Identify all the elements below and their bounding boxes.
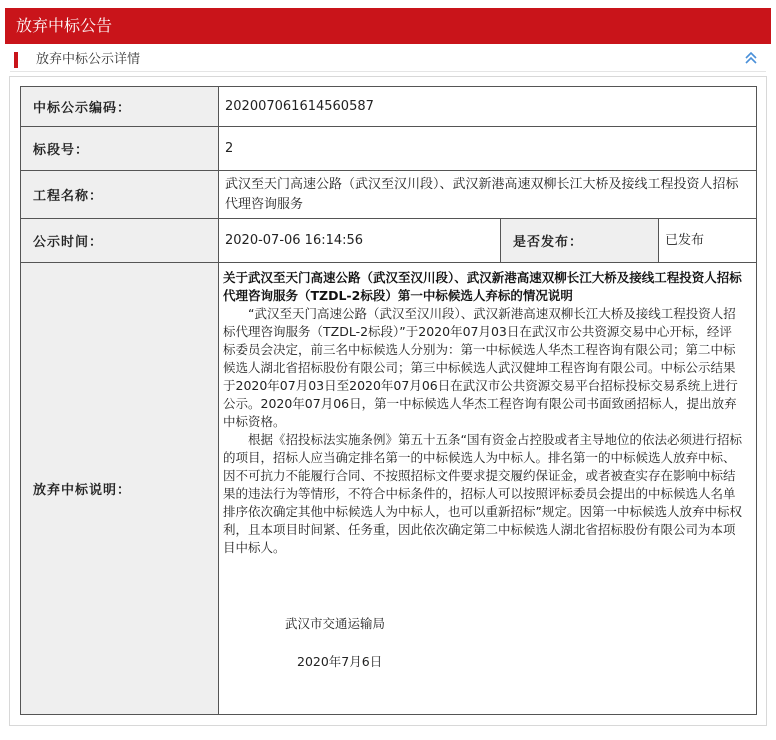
notice-body <box>219 263 756 679</box>
explanation-label: 放弃中标说明： <box>21 263 219 715</box>
explanation-cell <box>219 263 757 715</box>
detail-table <box>20 86 757 715</box>
row-code <box>21 87 757 127</box>
time-label: 公示时间： <box>21 219 219 263</box>
section-accent-bar <box>14 52 18 68</box>
code-label: 中标公示编码： <box>21 87 219 127</box>
row-project <box>21 171 757 219</box>
page-header <box>5 8 771 44</box>
signature-org: 武汉市交通运输局 <box>285 616 386 631</box>
notice-paragraph-1: “武汉至天门高速公路（武汉至汉川段）、武汉新港高速双柳长江大桥及接线工程投资人招标代理咨询服务（TZDL-2标段）”于2020年07月03日在武汉市公共资源交易中心开标，经评标委员会决定，前三名中标候选人分别为：第一中标候选人华杰工程咨询有限公司；第二中标候选人湖北省招标股份有限公司；第三中标候选人武汉健坤工程咨询有限公司。中标公示结果于2020年07月03日至2020年07月06日在武汉市公共资源交易平台招标投标交易系统上进行公示。2020年07月06日，第一中标候选人华杰工程咨询有限公司书面致函招标人，提出放弃中标资格。 <box>223 306 738 429</box>
row-explanation <box>21 263 757 715</box>
row-section-no <box>21 127 757 171</box>
time-value: 2020-07-06 16:14:56 <box>219 219 501 263</box>
section-header <box>10 48 766 72</box>
section-no-label: 标段号： <box>21 127 219 171</box>
project-label: 工程名称： <box>21 171 219 219</box>
section-no-value: 2 <box>219 127 757 171</box>
page-title: 放弃中标公告 <box>16 16 113 35</box>
notice-title: 关于武汉至天门高速公路（武汉至汉川段）、武汉新港高速双柳长江大桥及接线工程投资人招标代理咨询服务（TZDL-2标段）第一中标候选人弃标的情况说明 <box>223 270 742 303</box>
published-value: 已发布 <box>659 219 757 263</box>
signature-date: 2020年7月6日 <box>297 654 383 669</box>
published-label: 是否发布： <box>501 219 659 263</box>
project-value: 武汉至天门高速公路（武汉至汉川段）、武汉新港高速双柳长江大桥及接线工程投资人招标代理咨询服务 <box>219 171 757 219</box>
double-chevron-up-icon[interactable] <box>744 50 758 68</box>
notice-paragraph-2: 根据《招投标法实施条例》第五十五条“国有资金占控股或者主导地位的依法必须进行招标的项目，招标人应当确定排名第一的中标候选人为中标人。排名第一的中标候选人放弃中标、因不可抗力不能履行合同、不按照招标文件要求提交履约保证金，或者被查实存在影响中标结果的违法行为等情形，不符合中标条件的，招标人可以按照评标委员会提出的中标候选人名单排序依次确定其他中标候选人为中标人，也可以重新招标”规定。因第一中标候选人放弃中标权利，且本项目时间紧、任务重，因此依次确定第二中标候选人湖北省招标股份有限公司为本项目中标人。 <box>223 432 742 555</box>
row-time <box>21 219 757 263</box>
section-title: 放弃中标公示详情 <box>36 52 141 67</box>
code-value: 202007061614560587 <box>219 87 757 127</box>
